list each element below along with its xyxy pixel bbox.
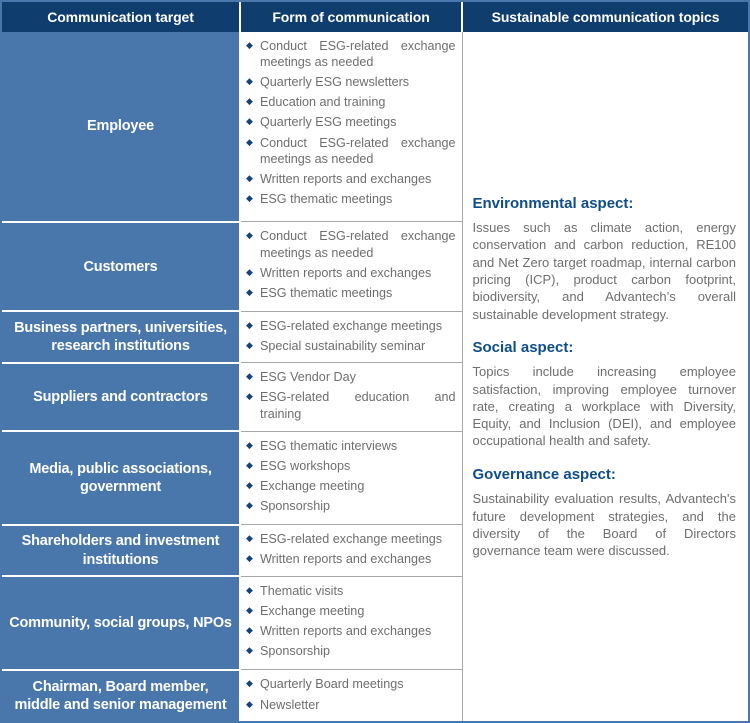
list-item bbox=[245, 114, 456, 130]
stakeholder-communication-table bbox=[2, 2, 748, 721]
list-item bbox=[245, 285, 456, 301]
list-item bbox=[245, 171, 456, 187]
header-row bbox=[2, 2, 748, 32]
list-item-label: ESG thematic interviews bbox=[260, 438, 398, 453]
list-item-label: ESG-related exchange meetings bbox=[260, 532, 443, 547]
list-item-label: ESG Vendor Day bbox=[260, 370, 356, 385]
list-item bbox=[245, 603, 456, 619]
forms-community-npos bbox=[240, 576, 462, 670]
list-item bbox=[245, 338, 456, 354]
table-body bbox=[2, 32, 748, 721]
diamond-bullet-icon: ◆ bbox=[246, 479, 253, 490]
list-item bbox=[245, 438, 456, 454]
diamond-bullet-icon: ◆ bbox=[246, 76, 253, 87]
list-item bbox=[245, 265, 456, 281]
diamond-bullet-icon: ◆ bbox=[246, 500, 253, 511]
topic-heading: Social aspect: bbox=[472, 338, 574, 356]
list-item-label: Newsletter bbox=[260, 697, 320, 712]
table-row bbox=[2, 32, 748, 222]
diamond-bullet-icon: ◆ bbox=[246, 553, 253, 564]
topic-heading: Governance aspect: bbox=[472, 465, 616, 483]
bullet-list bbox=[245, 676, 456, 712]
target-suppliers-contractors: Suppliers and contractors bbox=[2, 363, 240, 431]
list-item-label: ESG-related exchange meetings bbox=[260, 318, 443, 333]
bullet-list bbox=[245, 38, 456, 207]
topic-block-governance bbox=[473, 465, 737, 560]
diamond-bullet-icon: ◆ bbox=[246, 698, 253, 709]
list-item-label: ESG thematic meetings bbox=[260, 191, 393, 206]
forms-business-partners bbox=[240, 311, 462, 363]
list-item-label: Written reports and exchanges bbox=[260, 171, 432, 186]
forms-media-government bbox=[240, 431, 462, 525]
bullet-list bbox=[245, 228, 456, 300]
bullet-list bbox=[245, 318, 456, 354]
list-item bbox=[245, 318, 456, 334]
target-chairman-management: Chairman, Board member, middle and senior management bbox=[2, 670, 240, 721]
target-media-government: Media, public associations, government bbox=[2, 431, 240, 525]
list-item bbox=[245, 458, 456, 474]
list-item-label: Quarterly ESG newsletters bbox=[260, 75, 410, 90]
list-item-label: Education and training bbox=[260, 95, 386, 110]
diamond-bullet-icon: ◆ bbox=[246, 116, 253, 127]
target-shareholders: Shareholders and investment institutions bbox=[2, 525, 240, 577]
forms-shareholders bbox=[240, 525, 462, 577]
diamond-bullet-icon: ◆ bbox=[246, 645, 253, 656]
list-item-label: Exchange meeting bbox=[260, 603, 365, 618]
topic-heading: Environmental aspect: bbox=[472, 194, 634, 212]
diamond-bullet-icon: ◆ bbox=[246, 371, 253, 382]
list-item-label: Thematic visits bbox=[260, 583, 344, 598]
diamond-bullet-icon: ◆ bbox=[246, 625, 253, 636]
topic-block-environmental bbox=[473, 194, 737, 323]
list-item bbox=[245, 478, 456, 494]
topic-block-social bbox=[473, 338, 737, 450]
list-item bbox=[245, 531, 456, 547]
sustainable-topics-cell bbox=[462, 32, 748, 721]
diamond-bullet-icon: ◆ bbox=[246, 604, 253, 615]
diamond-bullet-icon: ◆ bbox=[246, 40, 253, 50]
diamond-bullet-icon: ◆ bbox=[246, 678, 253, 689]
target-employee: Employee bbox=[2, 32, 240, 222]
diamond-bullet-icon: ◆ bbox=[246, 533, 253, 544]
list-item bbox=[245, 643, 456, 659]
list-item-label: Conduct ESG-related exchange meetings as needed bbox=[260, 39, 456, 70]
list-item bbox=[245, 228, 456, 260]
forms-chairman-management bbox=[240, 670, 462, 721]
list-item-label: Written reports and exchanges bbox=[260, 552, 432, 567]
table-header bbox=[2, 2, 748, 32]
column-header-sustainable-topics: Sustainable communication topics bbox=[462, 2, 748, 32]
bullet-list bbox=[245, 438, 456, 514]
list-item-label: Special sustainability seminar bbox=[260, 338, 426, 353]
diamond-bullet-icon: ◆ bbox=[246, 584, 253, 595]
list-item bbox=[245, 676, 456, 692]
list-item bbox=[245, 191, 456, 207]
list-item bbox=[245, 389, 456, 421]
diamond-bullet-icon: ◆ bbox=[246, 136, 253, 147]
diamond-bullet-icon: ◆ bbox=[246, 286, 253, 297]
diamond-bullet-icon: ◆ bbox=[246, 339, 253, 350]
list-item-label: Sponsorship bbox=[260, 499, 331, 514]
list-item bbox=[245, 697, 456, 713]
list-item bbox=[245, 135, 456, 167]
list-item bbox=[245, 551, 456, 567]
list-item-label: ESG workshops bbox=[260, 458, 351, 473]
list-item-label: Conduct ESG-related exchange meetings as needed bbox=[260, 135, 456, 166]
list-item-label: Written reports and exchanges bbox=[260, 624, 432, 639]
list-item bbox=[245, 623, 456, 639]
diamond-bullet-icon: ◆ bbox=[246, 391, 253, 402]
forms-employee bbox=[240, 32, 462, 222]
list-item-label: Exchange meeting bbox=[260, 478, 365, 493]
list-item bbox=[245, 38, 456, 70]
list-item-label: ESG-related education and training bbox=[260, 390, 456, 421]
diamond-bullet-icon: ◆ bbox=[246, 96, 253, 107]
list-item bbox=[245, 94, 456, 110]
list-item-label: ESG thematic meetings bbox=[260, 285, 393, 300]
diamond-bullet-icon: ◆ bbox=[246, 192, 253, 203]
column-header-form-of-communication: Form of communication bbox=[240, 2, 462, 32]
bullet-list bbox=[245, 583, 456, 659]
forms-customers bbox=[240, 222, 462, 311]
list-item-label: Quarterly Board meetings bbox=[260, 677, 404, 692]
diamond-bullet-icon: ◆ bbox=[246, 439, 253, 450]
forms-suppliers-contractors bbox=[240, 363, 462, 431]
diamond-bullet-icon: ◆ bbox=[246, 230, 253, 241]
list-item bbox=[245, 369, 456, 385]
list-item-label: Conduct ESG-related exchange meetings as needed bbox=[260, 229, 456, 260]
target-community-npos: Community, social groups, NPOs bbox=[2, 576, 240, 670]
topic-body: Topics include increasing employee satisfaction, improving employee turnover rate, creating a workplace with Diversity, Equity, and Inclusion (DEI), and employee occupational health and safety. bbox=[472, 364, 736, 449]
diamond-bullet-icon: ◆ bbox=[246, 172, 253, 183]
list-item-label: Sponsorship bbox=[260, 644, 331, 659]
list-item-label: Quarterly ESG meetings bbox=[260, 115, 397, 130]
list-item bbox=[245, 74, 456, 90]
list-item bbox=[245, 498, 456, 514]
target-customers: Customers bbox=[2, 222, 240, 311]
diamond-bullet-icon: ◆ bbox=[246, 319, 253, 330]
bullet-list bbox=[245, 369, 456, 421]
column-header-communication-target: Communication target bbox=[2, 2, 240, 32]
topic-body: Sustainability evaluation results, Advantech's future development strategies, and the diversity of the Board of Directors governance team were discussed. bbox=[472, 491, 736, 559]
topic-body: Issues such as climate action, energy conservation and carbon reduction, RE100 and Net Zero target roadmap, internal carbon pricing (ICP), product carbon footprint, biodiversity, and Advantech’s overall sustainable development strategy. bbox=[472, 220, 736, 322]
diamond-bullet-icon: ◆ bbox=[246, 459, 253, 470]
target-business-partners: Business partners, universities, research institutions bbox=[2, 311, 240, 363]
list-item bbox=[245, 583, 456, 599]
diamond-bullet-icon: ◆ bbox=[246, 266, 253, 277]
list-item-label: Written reports and exchanges bbox=[260, 265, 432, 280]
bullet-list bbox=[245, 531, 456, 567]
